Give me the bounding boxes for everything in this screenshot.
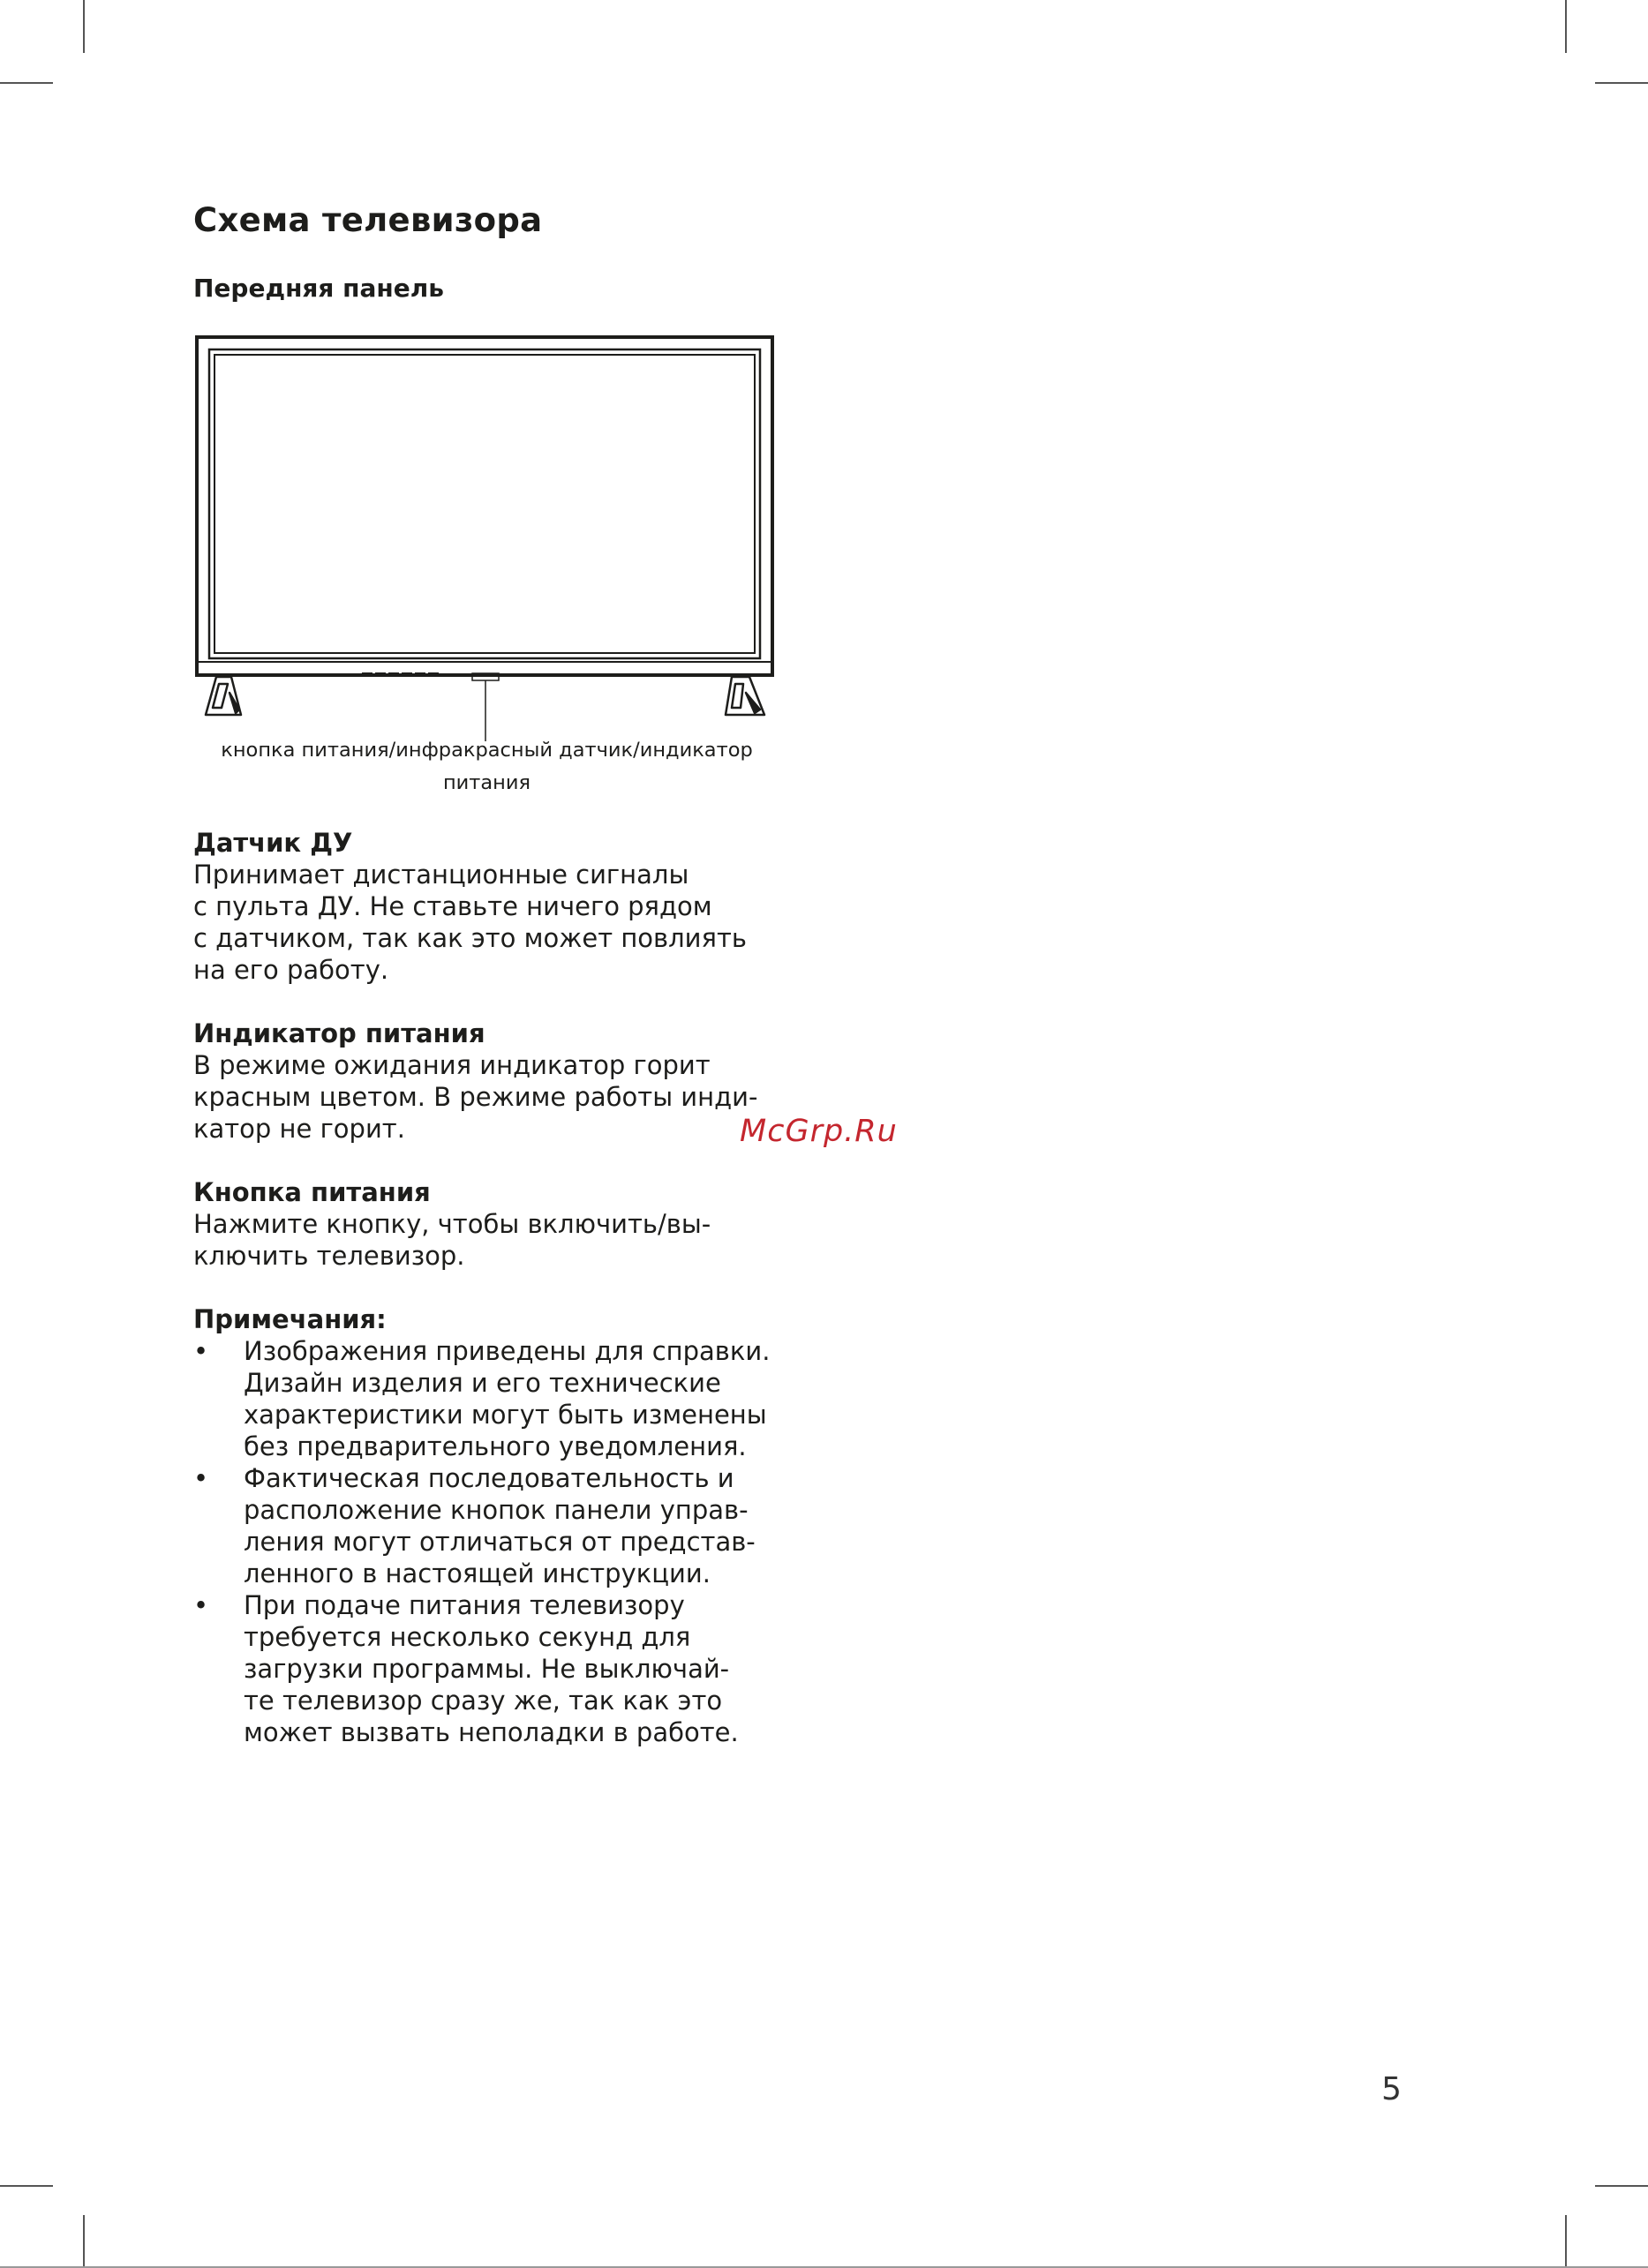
crop-mark	[0, 82, 53, 84]
notes-heading: Примечания:	[193, 1304, 387, 1334]
watermark: McGrp.Ru	[740, 1114, 898, 1149]
crop-mark	[1595, 82, 1648, 84]
tv-screen-inner	[209, 349, 760, 658]
list-item: • Изображения приведены для справки. Дизайн изделия и его технические характеристики могут быть изменены без предварительного уведомления.	[193, 1335, 795, 1462]
notes-list	[193, 1335, 811, 1748]
page-number: 5	[1381, 2071, 1402, 2107]
list-item: • Фактическая последовательность и расположение кнопок панели управ- ления могут отличаться от представ- ленного в настоящей инструкции.	[193, 1462, 795, 1589]
remote-sensor-heading: Датчик ДУ	[193, 828, 353, 858]
crop-mark	[83, 0, 85, 53]
crop-mark	[1565, 0, 1567, 53]
left-stand	[206, 677, 241, 715]
power-button-section	[193, 1176, 811, 1272]
crop-mark	[1595, 2185, 1648, 2187]
crop-mark	[0, 2185, 53, 2187]
crop-mark	[1565, 2215, 1567, 2268]
power-button-text: Нажмите кнопку, чтобы включить/вы- ключить телевизор.	[193, 1209, 711, 1271]
tv-front-panel-diagram	[190, 327, 790, 741]
page-title: Схема телевизора	[193, 201, 543, 239]
crop-mark	[83, 2215, 85, 2268]
figure-caption: кнопка питания/инфракрасный датчик/индикатор питания	[221, 739, 753, 794]
section-subtitle: Передняя панель	[193, 274, 444, 303]
remote-sensor-text: Принимает дистанционные сигналы с пульта ДУ. Не ставьте ничего рядом с датчиком, так как это может повлиять на его работу.	[193, 860, 747, 985]
tv-screen	[214, 355, 755, 653]
remote-sensor-section	[193, 827, 811, 986]
list-item: • При подаче питания телевизору требуется несколько секунд для загрузки программы. Не выключай- те телевизор сразу же, так как это может вызвать неполадки в работе.	[193, 1589, 795, 1748]
tv-outer-frame	[197, 337, 772, 675]
notes-section	[193, 1303, 811, 1748]
power-indicator-heading: Индикатор питания	[193, 1018, 485, 1048]
power-indicator-section	[193, 1018, 811, 1145]
right-stand	[726, 677, 764, 715]
power-indicator-text: В режиме ожидания индикатор горит красным цветом. В режиме работы инди- катор не горит.	[193, 1050, 758, 1144]
power-button-heading: Кнопка питания	[193, 1177, 431, 1207]
